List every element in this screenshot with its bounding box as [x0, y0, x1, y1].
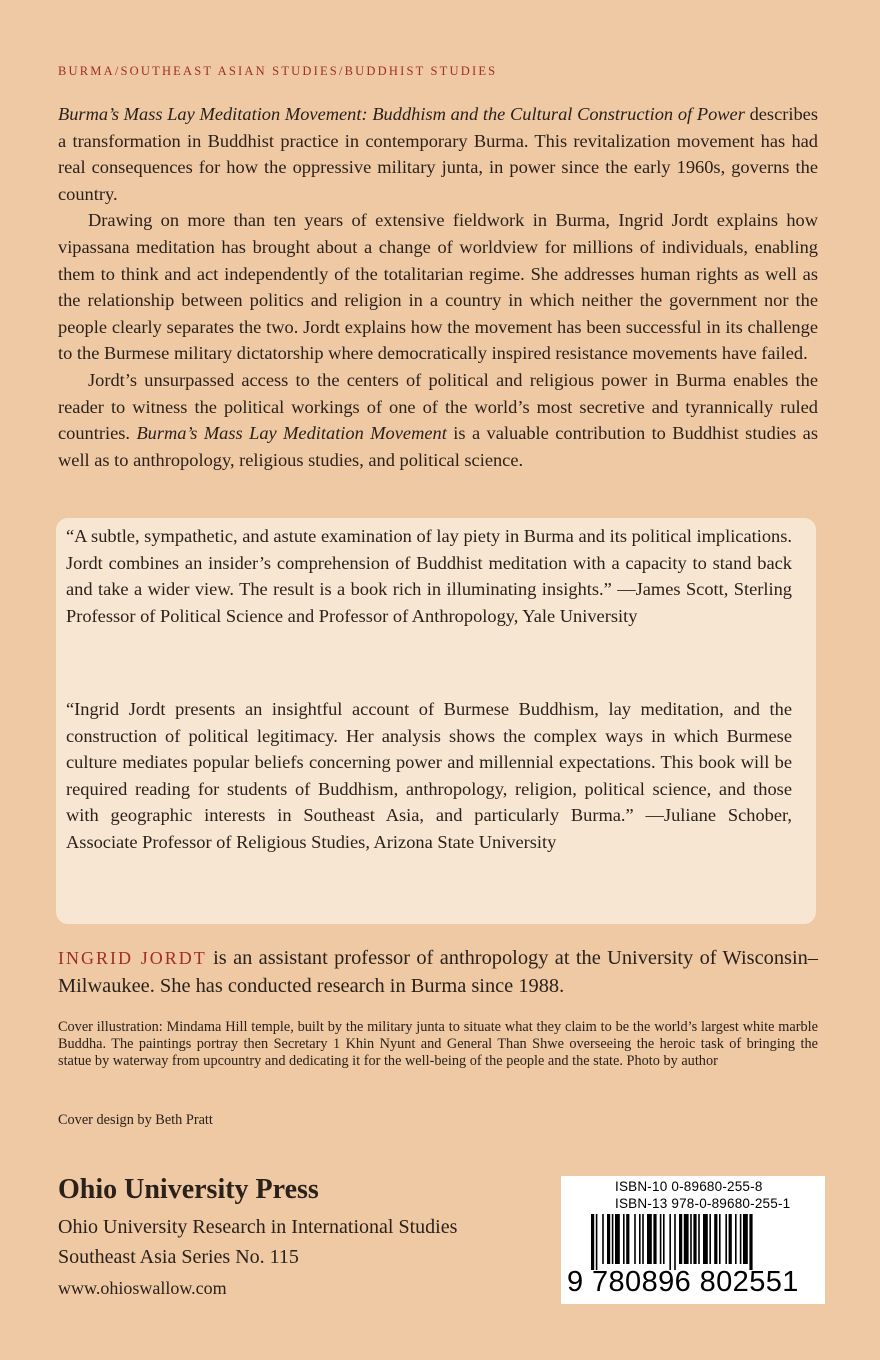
- endorsement-quote-1: “A subtle, sympathetic, and astute examination of lay piety in Burma and its political implications. Jordt combines an insider’s comprehension of Buddhist meditation with a capacity to stand back and take a wider view. The result is a book rich in illuminating insights.” —James Scott, Sterling Professor of Political Science and Professor of Anthropology, Yale University: [66, 526, 792, 626]
- isbn-13-label: ISBN-13 978-0-89680-255-1: [615, 1196, 791, 1211]
- author-bio: [58, 944, 818, 1000]
- barcode-bar: [674, 1214, 676, 1270]
- barcode-bar: [740, 1214, 742, 1264]
- isbn-barcode-panel: [561, 1176, 825, 1304]
- barcode-bar: [647, 1214, 652, 1264]
- barcode-bar: [703, 1214, 708, 1264]
- barcode-digits: 9 780896 802551: [567, 1266, 799, 1298]
- cover-design-credit: Cover design by Beth Pratt: [58, 1112, 213, 1128]
- series-line-2: Southeast Asia Series No. 115: [58, 1246, 299, 1268]
- barcode-bar: [698, 1214, 700, 1264]
- publisher-website: www.ohioswallow.com: [58, 1278, 227, 1298]
- barcode-bar: [749, 1214, 752, 1270]
- category-label: BURMA/SOUTHEAST ASIAN STUDIES/BUDDHIST STUDIES: [58, 64, 498, 78]
- barcode-bar: [725, 1214, 727, 1264]
- publisher-name: Ohio University Press: [58, 1174, 319, 1205]
- author-bio-text: is an assistant professor of anthropology at the University of Wisconsin–Milwaukee. She has conducted research in Burma since 1988.: [58, 947, 819, 997]
- barcode-bar: [709, 1214, 711, 1264]
- barcode-bar: [684, 1214, 689, 1264]
- isbn-10-label: ISBN-10 0-89680-255-8: [615, 1179, 763, 1194]
- author-name: INGRID JORDT: [58, 948, 207, 968]
- barcode-bar: [690, 1214, 692, 1264]
- book-title-italic: Burma’s Mass Lay Meditation Movement: Buddhism and the Cultural Construction of Power: [58, 104, 745, 124]
- barcode-bar: [743, 1214, 748, 1264]
- barcode-bar: [653, 1214, 656, 1264]
- barcode-bar: [714, 1214, 717, 1264]
- barcode-bar: [693, 1214, 696, 1264]
- barcode-bar: [634, 1214, 636, 1264]
- barcode-bar: [663, 1214, 665, 1264]
- barcode-bar: [642, 1214, 644, 1264]
- barcode-bar: [591, 1214, 594, 1270]
- barcode-bar: [607, 1214, 610, 1264]
- description-paragraph-2: Drawing on more than ten years of extensive fieldwork in Burma, Ingrid Jordt explains how vipassana meditation has brought about a change of worldview for millions of individuals, enabling them to think and act independently of the totalitarian regime. She addresses human rights as well as the relationship between politics and religion in a country in which neither the government nor the people clearly separates the two. Jordt explains how the movement has been successful in its challenge to the Burmese military dictatorship where democratically inspired resistance movements have failed.: [58, 210, 818, 364]
- barcode-bar: [735, 1214, 737, 1264]
- barcode-bar: [596, 1214, 598, 1270]
- barcode-bar: [669, 1214, 671, 1270]
- barcode-bar: [612, 1214, 614, 1264]
- book-description: [58, 101, 818, 473]
- barcode-bar: [660, 1214, 662, 1264]
- description-p3-start: Jordt’s unsurpassed access to the centers of political and religious power in Burma enables the reader to witness the political workings of one of the world’s most secretive and tyrannically ruled countries.: [58, 369, 818, 444]
- description-paragraph-1: [58, 101, 818, 207]
- barcode-bar: [729, 1214, 732, 1264]
- barcode-bar: [679, 1214, 682, 1264]
- book-title-italic-2: Burma’s Mass Lay Meditation Movement: [136, 423, 447, 444]
- barcode-bar: [602, 1214, 604, 1264]
- cover-illustration-credit: Cover illustration: Mindama Hill temple, built by the military junta to situate what they claim to be the world’s largest white marble Buddha. The paintings portray then Secretary 1 Khin Nyunt and General Than Shwe overseeing the heroic task of bringing the statue by waterway from upcountry and dedicating it for the well-being of the people and the state. Photo by author: [58, 1019, 818, 1070]
- barcode-bar: [719, 1214, 721, 1264]
- barcode-bar: [615, 1214, 620, 1264]
- description-paragraph-3: [58, 367, 818, 473]
- barcode-bar: [626, 1214, 629, 1264]
- barcode-bar: [639, 1214, 641, 1264]
- description-p1-text: describes a transformation in Buddhist practice in contemporary Burma. This revitalization movement has had real consequences for how the oppressive military junta, in power since the early 1960s, governs the country.: [58, 104, 818, 204]
- endorsement-quote-2: “Ingrid Jordt presents an insightful account of Burmese Buddhism, lay meditation, and the construction of political legitimacy. Her analysis shows the complex ways in which Burmese culture mediates popular beliefs concerning power and millennial expectations. This book will be required reading for students of Buddhism, anthropology, religion, political science, and those with geographic interests in Southeast Asia, and particularly Burma.” —Juliane Schober, Associate Professor of Religious Studies, Arizona State University: [66, 699, 792, 852]
- barcode-bar: [623, 1214, 625, 1264]
- description-p3-end: is a valuable contribution to Buddhist studies as well as to anthropology, religious studies, and political science.: [58, 423, 818, 470]
- series-line-1: Ohio University Research in International Studies: [58, 1216, 458, 1238]
